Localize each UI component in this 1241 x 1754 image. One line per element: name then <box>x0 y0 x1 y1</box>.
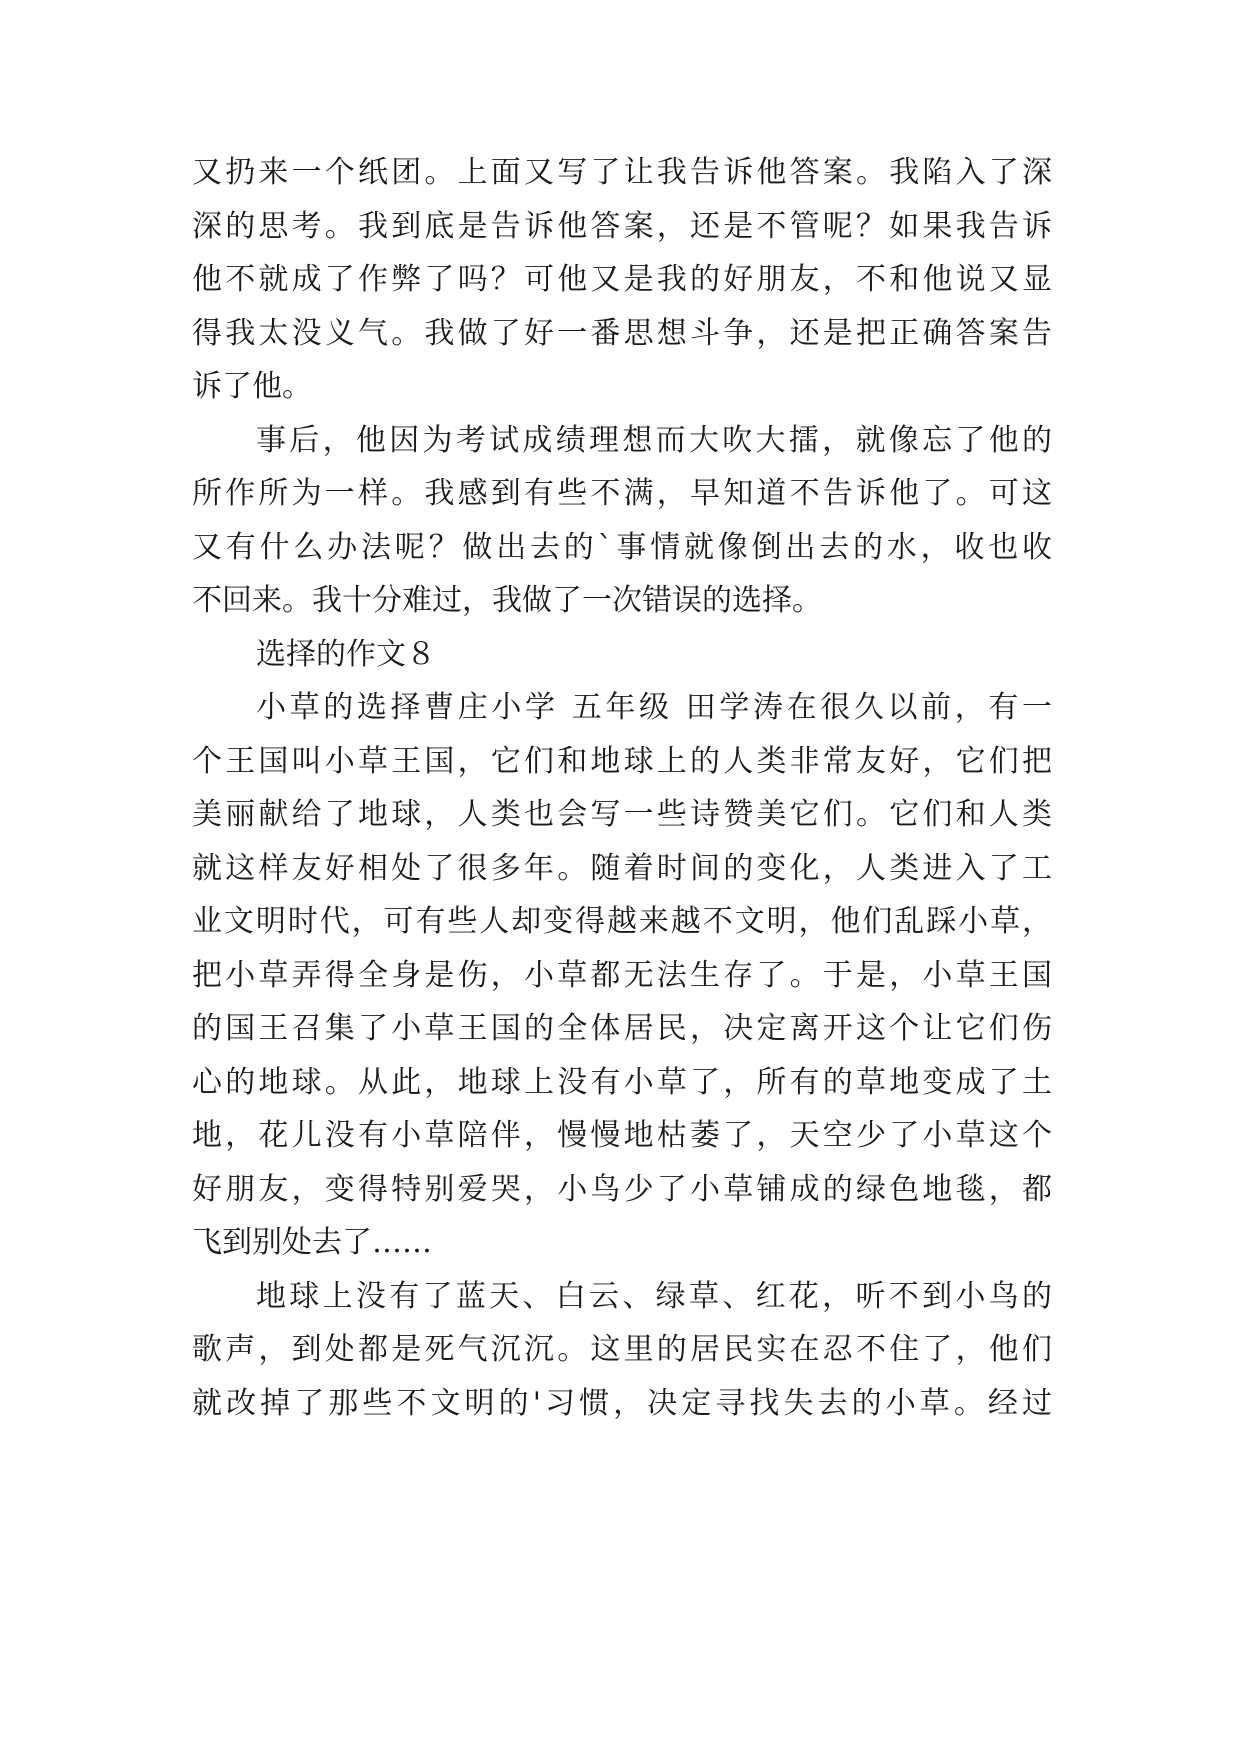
text-line: 就这样友好相处了很多年。随着时间的变化，人类进入了工 <box>192 850 1052 886</box>
document-body <box>192 146 1052 1430</box>
text-line: 又扔来一个纸团。上面又写了让我告诉他答案。我陷入了深 <box>192 155 1052 190</box>
text-line: 个王国叫小草王国，它们和地球上的人类非常友好，它们把 <box>192 743 1052 779</box>
text-line: 地，花儿没有小草陪伴，慢慢地枯萎了，天空少了小草这个 <box>192 1118 1052 1153</box>
text-line: 诉了他。 <box>192 369 312 404</box>
text-line: 小草的选择曹庄小学 五年级 田学涛在很久以前，有一 <box>256 690 1052 725</box>
text-line: 好朋友，变得特别爱哭，小鸟少了小草铺成的绿色地毯，都 <box>192 1171 1052 1207</box>
text-line: 心的地球。从此，地球上没有小草了，所有的草地变成了土 <box>192 1064 1052 1100</box>
text-line: 不回来。我十分难过，我做了一次错误的选择。 <box>192 583 822 618</box>
text-line: 地球上没有了蓝天、白云、绿草、红花，听不到小鸟的 <box>256 1278 1052 1314</box>
text-line: 就改掉了那些不文明的'习惯，决定寻找失去的小草。经过 <box>192 1385 1052 1421</box>
text-line: 美丽献给了地球，人类也会写一些诗赞美它们。它们和人类 <box>192 797 1052 832</box>
text-line: 歌声，到处都是死气沉沉。这里的居民实在忍不住了，他们 <box>192 1332 1052 1367</box>
text-line: 事后，他因为考试成绩理想而大吹大擂，就像忘了他的 <box>256 422 1052 458</box>
text-line: 的国王召集了小草王国的全体居民，决定离开这个让它们伤 <box>192 1011 1052 1046</box>
text-line: 又有什么办法呢？做出去的`事情就像倒出去的水，收也收 <box>192 529 1052 565</box>
text-line: 飞到别处去了…… <box>192 1225 432 1260</box>
text-line: 深的思考。我到底是告诉他答案，还是不管呢？如果我告诉 <box>192 208 1052 244</box>
text-line: 业文明时代，可有些人却变得越来越不文明，他们乱踩小草， <box>192 904 1052 939</box>
text-line: 把小草弄得全身是伤，小草都无法生存了。于是，小草王国 <box>192 957 1052 993</box>
text-line: 他不就成了作弊了吗？可他又是我的好朋友，不和他说又显 <box>192 262 1052 297</box>
text-line: 所作所为一样。我感到有些不满，早知道不告诉他了。可这 <box>192 476 1052 511</box>
text-line: 得我太没义气。我做了好一番思想斗争，还是把正确答案告 <box>192 315 1052 351</box>
text-line: 选择的作文８ <box>256 636 436 672</box>
